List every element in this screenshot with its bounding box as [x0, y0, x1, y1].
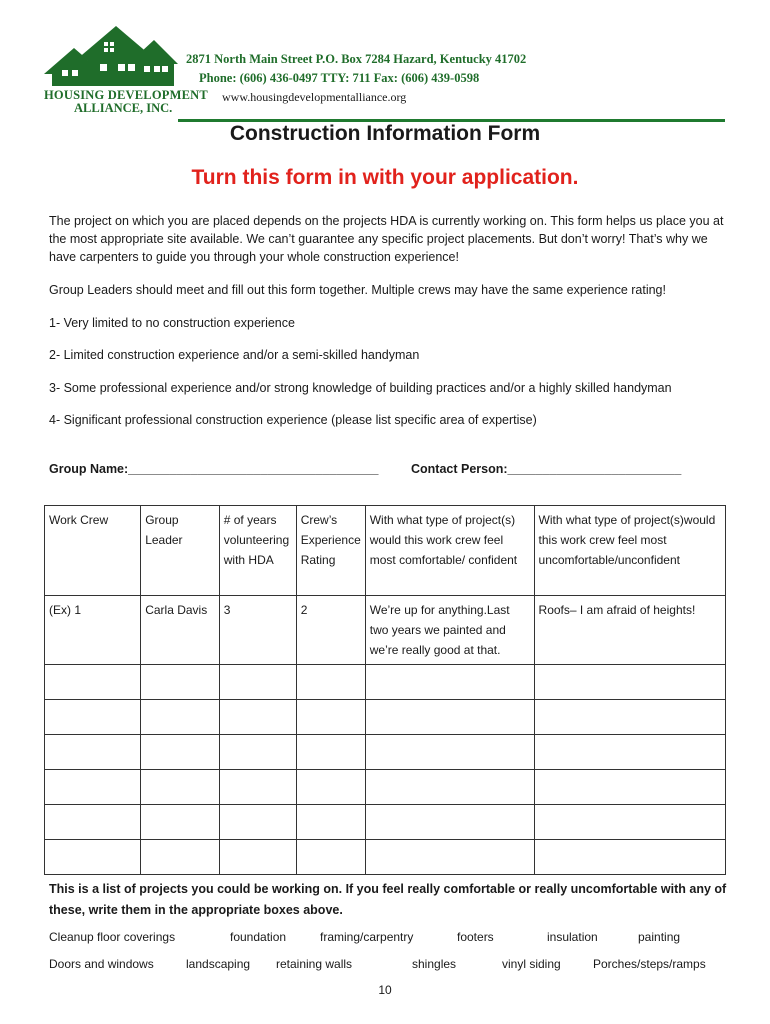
project-item: Doors and windows — [49, 957, 154, 971]
project-item: painting — [638, 930, 681, 944]
table-input-cell[interactable] — [296, 665, 365, 700]
project-item: landscaping — [186, 957, 251, 971]
table-input-cell[interactable] — [534, 700, 725, 735]
project-item: Porches/steps/ramps — [593, 957, 706, 971]
project-item: vinyl siding — [502, 957, 561, 971]
project-item: retaining walls — [276, 957, 353, 971]
houses-logo-icon — [44, 24, 178, 90]
table-input-cell[interactable] — [365, 700, 534, 735]
group-name-field[interactable]: Group Name:____________________________________ — [49, 462, 379, 476]
intro-paragraph: The project on which you are placed depends on the projects HDA is currently working on. This form helps us place you at the most appropriate site available. We can’t guarantee any specific project placements. But don’t worry! That’s why we have carpenters to guide you through your whole construction experience! — [49, 214, 724, 264]
table-input-cell[interactable] — [141, 735, 220, 770]
rating-4: 4- Significant professional construction experience (please list specific area of expertise) — [49, 413, 537, 427]
org-name-line1: HOUSING DEVELOPMENT — [44, 88, 208, 102]
table-input-cell[interactable] — [141, 665, 220, 700]
example-comfortable: We’re up for anything.Last two years we painted and we’re really good at that. — [365, 596, 534, 665]
form-title: Construction Information Form — [229, 122, 541, 145]
table-input-cell[interactable] — [141, 840, 220, 875]
crew-table — [44, 505, 726, 875]
example-row — [45, 596, 726, 665]
table-input-cell[interactable] — [141, 700, 220, 735]
page-number: 10 — [378, 983, 392, 997]
website-link[interactable]: www.housingdevelopmentalliance.org — [222, 90, 407, 104]
header-experience-rating: Crew’s Experience Rating — [296, 506, 365, 596]
table-input-cell[interactable] — [141, 770, 220, 805]
table-input-cell[interactable] — [534, 770, 725, 805]
table-input-cell[interactable] — [534, 665, 725, 700]
project-item: framing/carpentry — [320, 930, 414, 944]
header-comfortable-projects: With what type of project(s) would this work crew feel most comfortable/ confident — [365, 506, 534, 596]
blank-table-row — [45, 665, 726, 700]
table-input-cell[interactable] — [219, 700, 296, 735]
blank-table-row — [45, 770, 726, 805]
header-uncomfortable-projects: With what type of project(s)would this work crew feel most uncomfortable/unconfident — [534, 506, 725, 596]
example-work-crew: (Ex) 1 — [45, 596, 141, 665]
table-input-cell[interactable] — [219, 805, 296, 840]
project-item: insulation — [547, 930, 598, 944]
table-input-cell[interactable] — [296, 805, 365, 840]
letterhead — [0, 0, 770, 125]
table-input-cell[interactable] — [219, 840, 296, 875]
table-input-cell[interactable] — [45, 665, 141, 700]
blank-table-row — [45, 840, 726, 875]
project-item: foundation — [230, 930, 287, 944]
table-input-cell[interactable] — [45, 805, 141, 840]
blank-table-row — [45, 735, 726, 770]
table-input-cell[interactable] — [365, 840, 534, 875]
phone-line: Phone: (606) 436-0497 TTY: 711 Fax: (606) 439-0598 — [199, 71, 480, 85]
example-years: 3 — [219, 596, 296, 665]
example-uncomfortable: Roofs– I am afraid of heights! — [534, 596, 725, 665]
blank-table-row — [45, 700, 726, 735]
table-input-cell[interactable] — [45, 840, 141, 875]
table-input-cell[interactable] — [296, 700, 365, 735]
address: 2871 North Main Street P.O. Box 7284 Hazard, Kentucky 41702 — [186, 52, 527, 66]
table-input-cell[interactable] — [45, 700, 141, 735]
table-input-cell[interactable] — [534, 805, 725, 840]
table-input-cell[interactable] — [296, 735, 365, 770]
rating-3: 3- Some professional experience and/or strong knowledge of building practices and/or a highly skilled handyman — [49, 381, 672, 395]
header-years-volunteering: # of years volunteering with HDA — [219, 506, 296, 596]
table-input-cell[interactable] — [45, 770, 141, 805]
table-input-cell[interactable] — [219, 735, 296, 770]
form-subtitle: Turn this form in with your application. — [191, 166, 579, 189]
group-instruction: Group Leaders should meet and fill out this form together. Multiple crews may have the same experience rating! — [49, 283, 666, 297]
org-name-line2: ALLIANCE, INC. — [74, 101, 173, 115]
table-input-cell[interactable] — [141, 805, 220, 840]
table-input-cell[interactable] — [219, 770, 296, 805]
header-group-leader: Group Leader — [141, 506, 220, 596]
table-input-cell[interactable] — [365, 770, 534, 805]
contact-person-field[interactable]: Contact Person:_________________________ — [411, 462, 682, 476]
blank-table-row — [45, 805, 726, 840]
table-input-cell[interactable] — [365, 665, 534, 700]
example-rating: 2 — [296, 596, 365, 665]
table-input-cell[interactable] — [534, 840, 725, 875]
table-input-cell[interactable] — [534, 735, 725, 770]
table-input-cell[interactable] — [296, 840, 365, 875]
table-input-cell[interactable] — [296, 770, 365, 805]
table-input-cell[interactable] — [219, 665, 296, 700]
table-input-cell[interactable] — [45, 735, 141, 770]
table-header-row — [45, 506, 726, 596]
example-group-leader: Carla Davis — [141, 596, 220, 665]
table-input-cell[interactable] — [365, 805, 534, 840]
header-work-crew: Work Crew — [45, 506, 141, 596]
project-item: footers — [457, 930, 494, 944]
rating-2: 2- Limited construction experience and/or a semi-skilled handyman — [49, 348, 420, 362]
projects-note: This is a list of projects you could be working on. If you feel really comfortable or really uncomfortable with any of these, write them in the appropriate boxes above. — [49, 882, 727, 917]
rating-1: 1- Very limited to no construction experience — [49, 316, 295, 330]
project-item: Cleanup floor coverings — [49, 930, 176, 944]
hda-logo — [44, 24, 208, 116]
table-input-cell[interactable] — [365, 735, 534, 770]
project-item: shingles — [412, 957, 457, 971]
